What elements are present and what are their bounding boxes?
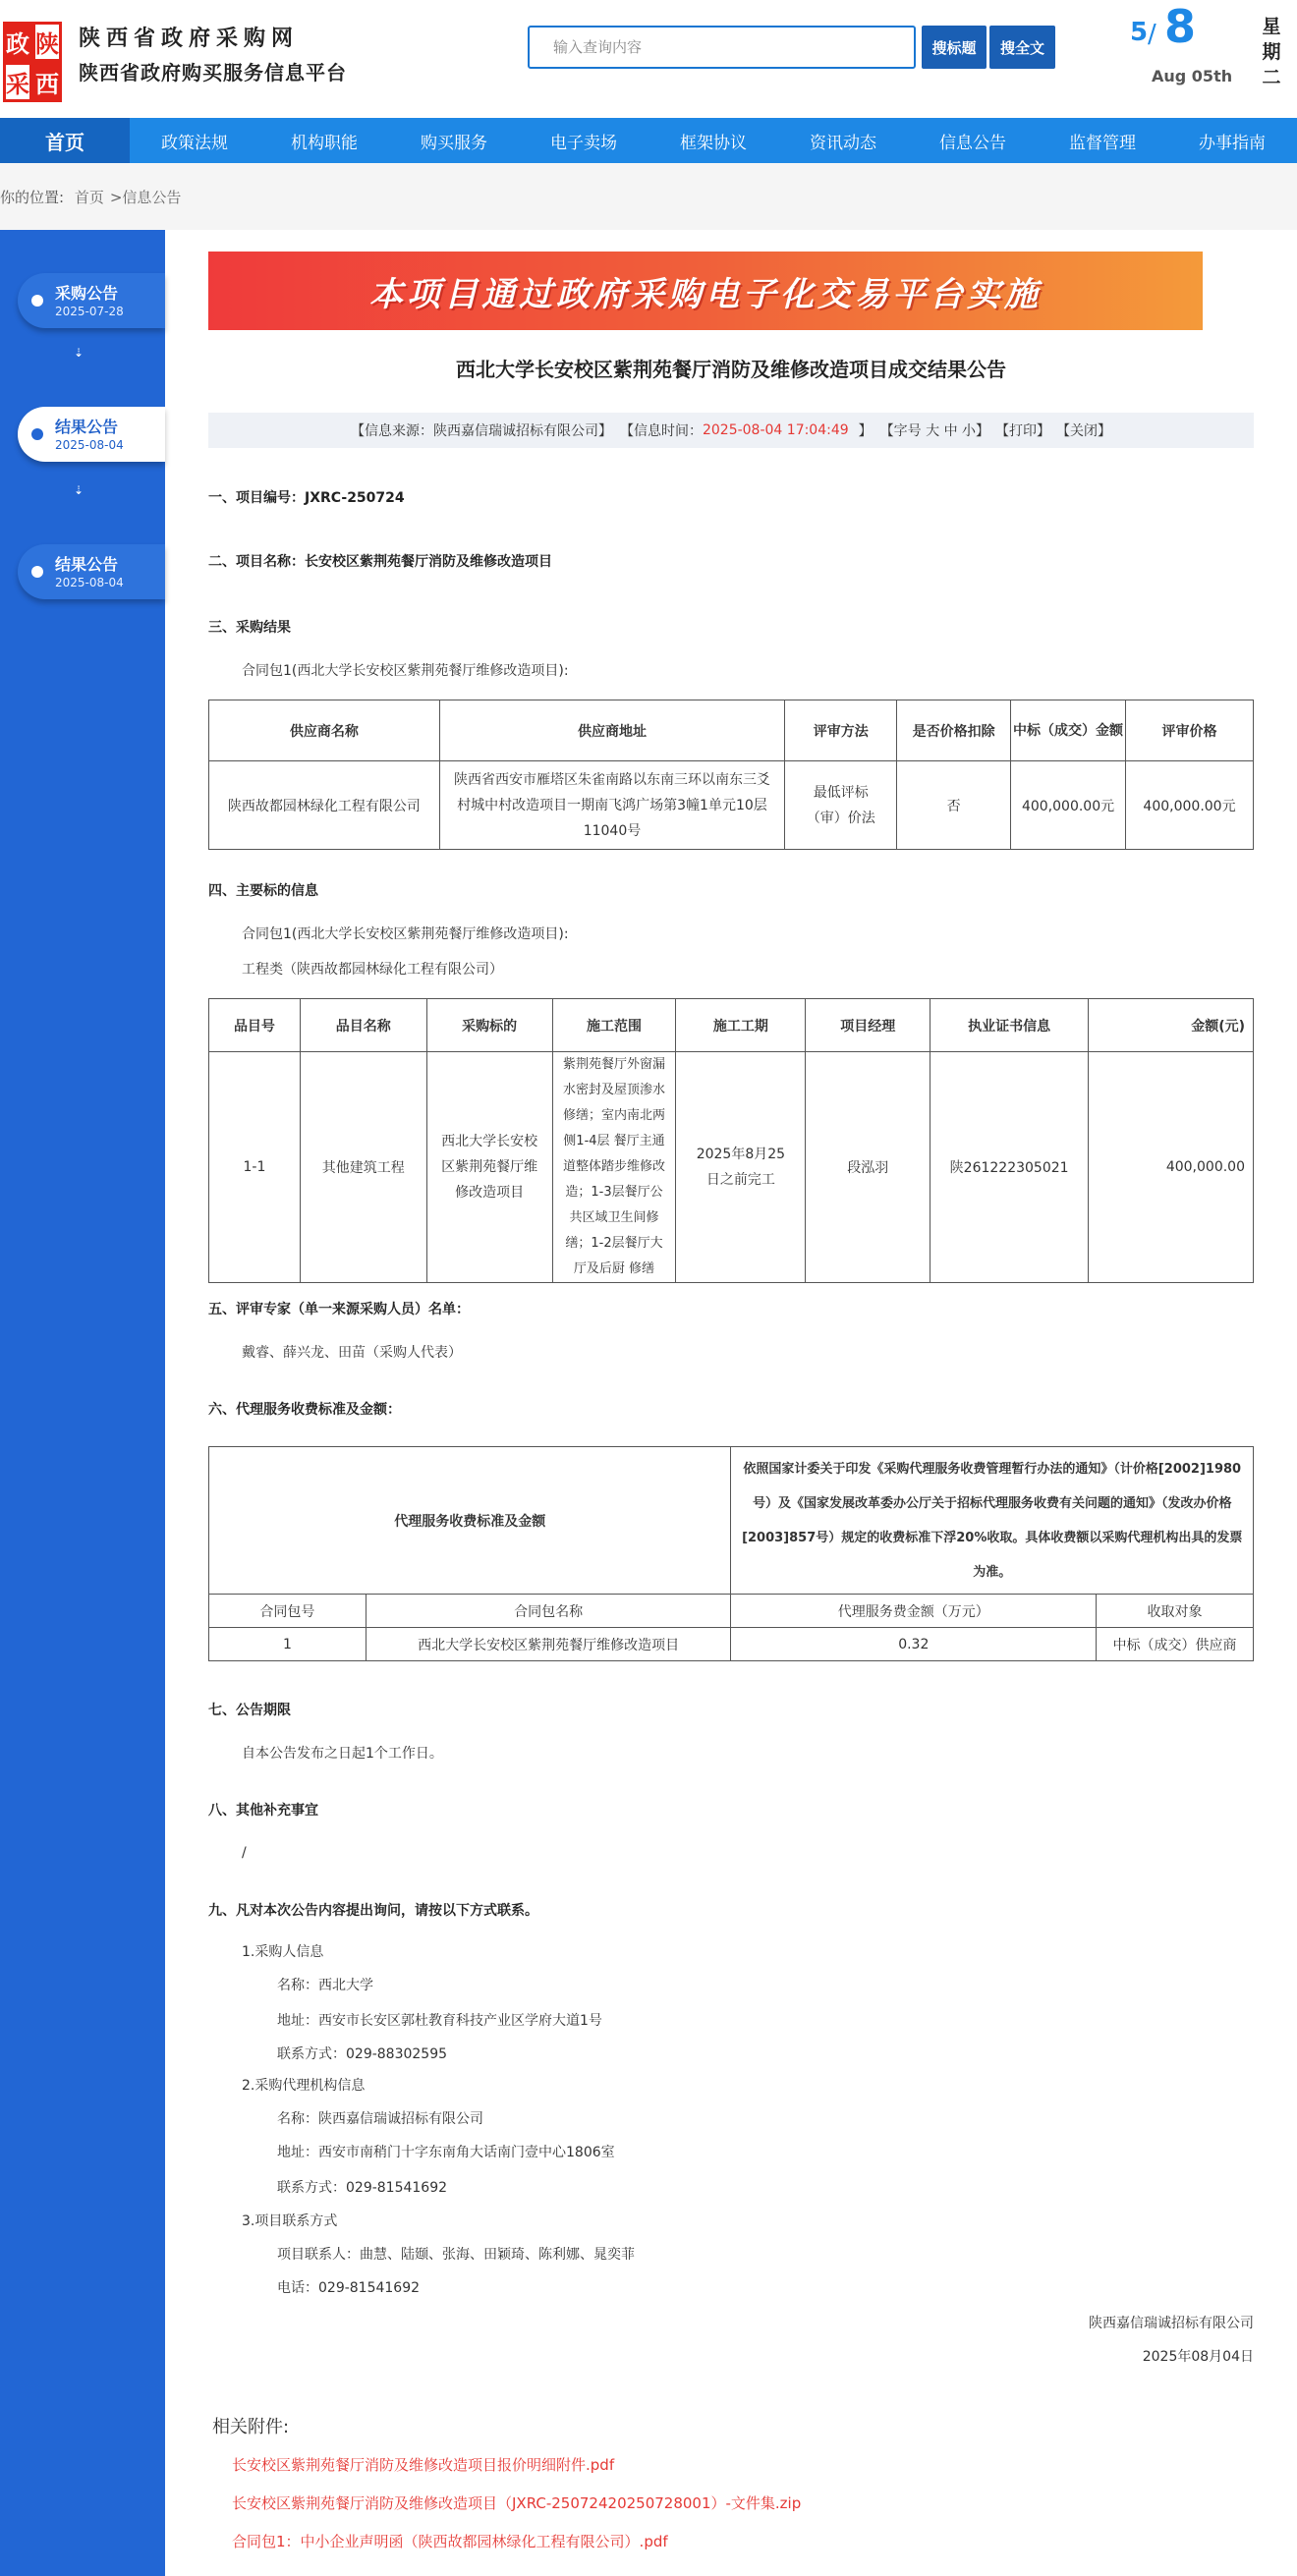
info-time: 2025-08-04 17:04:49 [702,422,849,438]
table-header-cell: 供应商名称 [209,700,440,761]
nav-item-guide[interactable]: 办事指南 [1199,133,1266,153]
items-package-label: 合同包1(西北大学长安校区紫荆苑餐厅维修改造项目): [242,926,569,942]
table-cell: 段泓羽 [806,1052,930,1283]
section-items-heading: 四、主要标的信息 [208,883,318,899]
logo-char: 西 [32,62,62,102]
table-header-cell: 合同包名称 [366,1595,731,1628]
result-package-label: 合同包1(西北大学长安校区紫荆苑餐厅维修改造项目): [242,663,569,679]
info-source-suffix: 】 [597,423,612,439]
table-header-cell: 施工工期 [676,999,806,1052]
date-day: 8 [1164,0,1197,53]
attachment-link[interactable]: 长安校区紫荆苑餐厅消防及维修改造项目报价明细附件.pdf [232,2456,615,2474]
logo-char: 政 [3,22,32,62]
table-header-cell: 供应商地址 [439,700,785,761]
project-contact-phone: 电话：029-81541692 [277,2280,421,2296]
date-slash: / [1148,20,1156,49]
signature-org: 陕西嘉信瑞诚招标有限公司 [1089,2316,1254,2331]
table-row [209,1628,1254,1661]
site-subtitle: 陕西省政府购买服务信息平台 [79,61,347,84]
timeline-arrow-icon: ⇣ [73,346,85,360]
fee-table [208,1446,1254,1661]
table-cell: 最低评标（审）价法 [785,761,897,850]
table-header-cell: 品目名称 [300,999,426,1052]
search-fulltext-button[interactable]: 搜全文 [989,26,1055,69]
table-header-cell: 收取对象 [1097,1595,1254,1628]
breadcrumb-bar [0,163,1297,230]
info-time-prefix: 【信息时间： [619,423,703,439]
breadcrumb-prefix: 你的位置: [0,189,65,206]
period-text: 自本公告发布之日起1个工作日。 [242,1746,443,1762]
timeline-dot [31,566,43,578]
print-link[interactable]: 【打印】 [995,423,1051,439]
date-month: 5 [1130,18,1149,47]
table-header-cell: 项目经理 [806,999,930,1052]
table-header-cell: 是否价格扣除 [897,700,1011,761]
search-title-button[interactable]: 搜标题 [922,26,987,69]
breadcrumb-home-link[interactable]: 首页 [74,189,104,206]
info-time-suffix: 】 [858,423,873,439]
table-header-cell: 评审方法 [785,700,897,761]
purchaser-phone: 联系方式：029-88302595 [277,2046,448,2062]
table-cell: 陕261222305021 [930,1052,1089,1283]
table-cell: 1-1 [209,1052,301,1283]
fee-standard-text: 依照国家计委关于印发《采购代理服务收费管理暂行办法的通知》（计价格[2002]1980号）及《国家发展改革委办公厅关于招标代理服务收费有关问题的通知》（发改办价格[2003]857号）规定的收费标准下浮20%收取。具体收费额以采购代理机构出具的发票为准。 [731,1447,1254,1595]
table-header-row [209,999,1254,1052]
table-cell: 否 [897,761,1011,850]
table-header-cell: 代理服务费金额（万元） [731,1595,1097,1628]
info-source-prefix: 【信息来源： [350,423,433,439]
timeline-item-label: 结果公告 [55,555,119,574]
section-project-number: 一、项目编号：JXRC-250724 [208,490,405,506]
timeline-item-date: 2025-08-04 [55,438,124,452]
table-header-cell: 合同包号 [209,1595,367,1628]
table-header-row [209,1595,1254,1628]
timeline-dot [31,295,43,307]
info-source: 陕西嘉信瑞诚招标有限公司 [432,423,598,439]
timeline-item-purchase-notice[interactable] [18,273,165,328]
info-bar [208,413,1254,448]
nav-item-supervision[interactable]: 监督管理 [1069,133,1136,153]
nav-item-framework[interactable]: 框架协议 [680,133,747,153]
table-cell: 西北大学长安校区紫荆苑餐厅维修改造项目 [366,1628,731,1661]
agency-address: 地址：西安市南稍门十字东南角大话南门壹中心1806室 [277,2145,615,2160]
attachment-link[interactable]: 合同包1：中小企业声明函（陕西故都园林绿化工程有限公司）.pdf [232,2533,668,2550]
timeline-dot [31,428,43,440]
breadcrumb [0,187,187,207]
table-cell: 陕西省西安市雁塔区朱雀南路以东南三环以南东三爻村城中村改造项目一期南飞鸿广场第3幢1单元10层11040号 [439,761,785,850]
table-header-cell: 执业证书信息 [930,999,1089,1052]
table-header-cell: 代理服务收费标准及金额 [209,1447,731,1595]
platform-banner [208,252,1203,330]
site-header [0,0,1297,118]
section-period-heading: 七、公告期限 [208,1703,291,1718]
timeline-item-result-notice-current[interactable] [18,407,165,462]
table-header-cell: 评审价格 [1126,700,1254,761]
banner-text: 本项目通过政府采购电子化交易平台实施 [369,274,1042,314]
attachment-link[interactable]: 长安校区紫荆苑餐厅消防及维修改造项目（JXRC-25072420250728001）-文件集.zip [232,2494,802,2512]
timeline-item-date: 2025-07-28 [55,305,124,318]
section-fee-heading: 六、代理服务收费标准及金额： [208,1402,401,1418]
attachments-heading: 相关附件: [212,2417,290,2437]
nav-item-home[interactable]: 首页 [0,118,130,163]
site-logo[interactable] [3,22,62,98]
nav-item-policy[interactable]: 政策法规 [161,133,228,153]
table-header-cell: 品目号 [209,999,301,1052]
table-cell: 1 [209,1628,367,1661]
timeline-item-result-notice[interactable] [18,544,165,599]
nav-item-news[interactable]: 资讯动态 [810,133,876,153]
table-cell: 西北大学长安校区紫荆苑餐厅维修改造项目 [426,1052,552,1283]
items-table [208,998,1254,1283]
result-table [208,700,1254,850]
table-cell: 中标（成交）供应商 [1097,1628,1254,1661]
section-other-heading: 八、其他补充事宜 [208,1803,318,1819]
nav-item-institutions[interactable]: 机构职能 [291,133,358,153]
page-title: 西北大学长安校区紫荆苑餐厅消防及维修改造项目成交结果公告 [456,358,1006,381]
logo-char: 采 [3,62,32,102]
experts-list: 戴睿、薛兴龙、田苗（采购人代表） [242,1345,462,1361]
project-contact-heading: 3.项目联系方式 [242,2213,338,2229]
section-contact-heading: 九、凡对本次公告内容提出询问，请按以下方式联系。 [208,1903,538,1919]
table-cell: 400,000.00元 [1011,761,1126,850]
timeline-item-label: 采购公告 [55,284,119,303]
nav-item-notices[interactable]: 信息公告 [939,133,1006,153]
table-header-row [209,700,1254,761]
table-cell: 其他建筑工程 [300,1052,426,1283]
logo-char: 陕 [32,22,62,62]
font-size-control[interactable]: 【字号 大 中 小】 [879,423,990,439]
agency-phone: 联系方式：029-81541692 [277,2180,448,2196]
section-experts-heading: 五、评审专家（单一来源采购人员）名单： [208,1302,470,1317]
table-cell: 陕西故都园林绿化工程有限公司 [209,761,440,850]
search-input[interactable] [528,26,916,69]
purchaser-name: 名称：西北大学 [277,1978,373,1993]
table-cell: 紫荆苑餐厅外窗漏水密封及屋顶渗水修缮；室内南北两侧1-4层 餐厅主通道整体踏步维修改造；1-3层餐厅公共区域卫生间修缮；1-2层餐厅大厅及后厨 修缮 [552,1052,676,1283]
main-nav [0,118,1297,163]
signature-date: 2025年08月04日 [1142,2349,1254,2365]
table-row [209,1447,1254,1595]
timeline-item-label: 结果公告 [55,418,119,436]
agency-heading: 2.采购代理机构信息 [242,2078,366,2094]
timeline-sidebar [0,230,165,2576]
weekday: 星期二 [1262,16,1281,88]
table-cell: 400,000.00 [1089,1052,1254,1283]
date-english: Aug 05th [1152,67,1233,85]
breadcrumb-current-link[interactable]: >信息公告 [109,189,182,206]
table-header-cell: 施工范围 [552,999,676,1052]
close-link[interactable]: 【关闭】 [1056,423,1112,439]
table-row [209,761,1254,850]
project-contact-people: 项目联系人：曲慧、陆颋、张海、田颖琦、陈利娜、晁奕菲 [277,2247,635,2263]
site-title: 陕西省政府采购网 [79,27,300,51]
section-result-heading: 三、采购结果 [208,620,291,636]
purchaser-address: 地址：西安市长安区郭杜教育科技产业区学府大道1号 [277,2013,602,2029]
timeline-item-date: 2025-08-04 [55,576,124,589]
agency-name: 名称：陕西嘉信瑞诚招标有限公司 [277,2111,483,2127]
table-cell: 400,000.00元 [1126,761,1254,850]
table-row [209,1052,1254,1283]
table-header-cell: 采购标的 [426,999,552,1052]
timeline-arrow-icon: ⇣ [73,483,85,497]
nav-item-services[interactable]: 购买服务 [421,133,487,153]
other-text: / [242,1845,247,1861]
nav-item-emall[interactable]: 电子卖场 [550,133,617,153]
table-header-cell: 金额(元) [1089,999,1254,1052]
items-category-label: 工程类（陕西故都园林绿化工程有限公司） [242,962,503,978]
purchaser-heading: 1.采购人信息 [242,1944,324,1960]
table-cell: 2025年8月25日之前完工 [676,1052,806,1283]
table-cell: 0.32 [731,1628,1097,1661]
table-header-cell: 中标（成交）金额 [1011,700,1126,761]
section-project-name: 二、项目名称：长安校区紫荆苑餐厅消防及维修改造项目 [208,554,552,570]
